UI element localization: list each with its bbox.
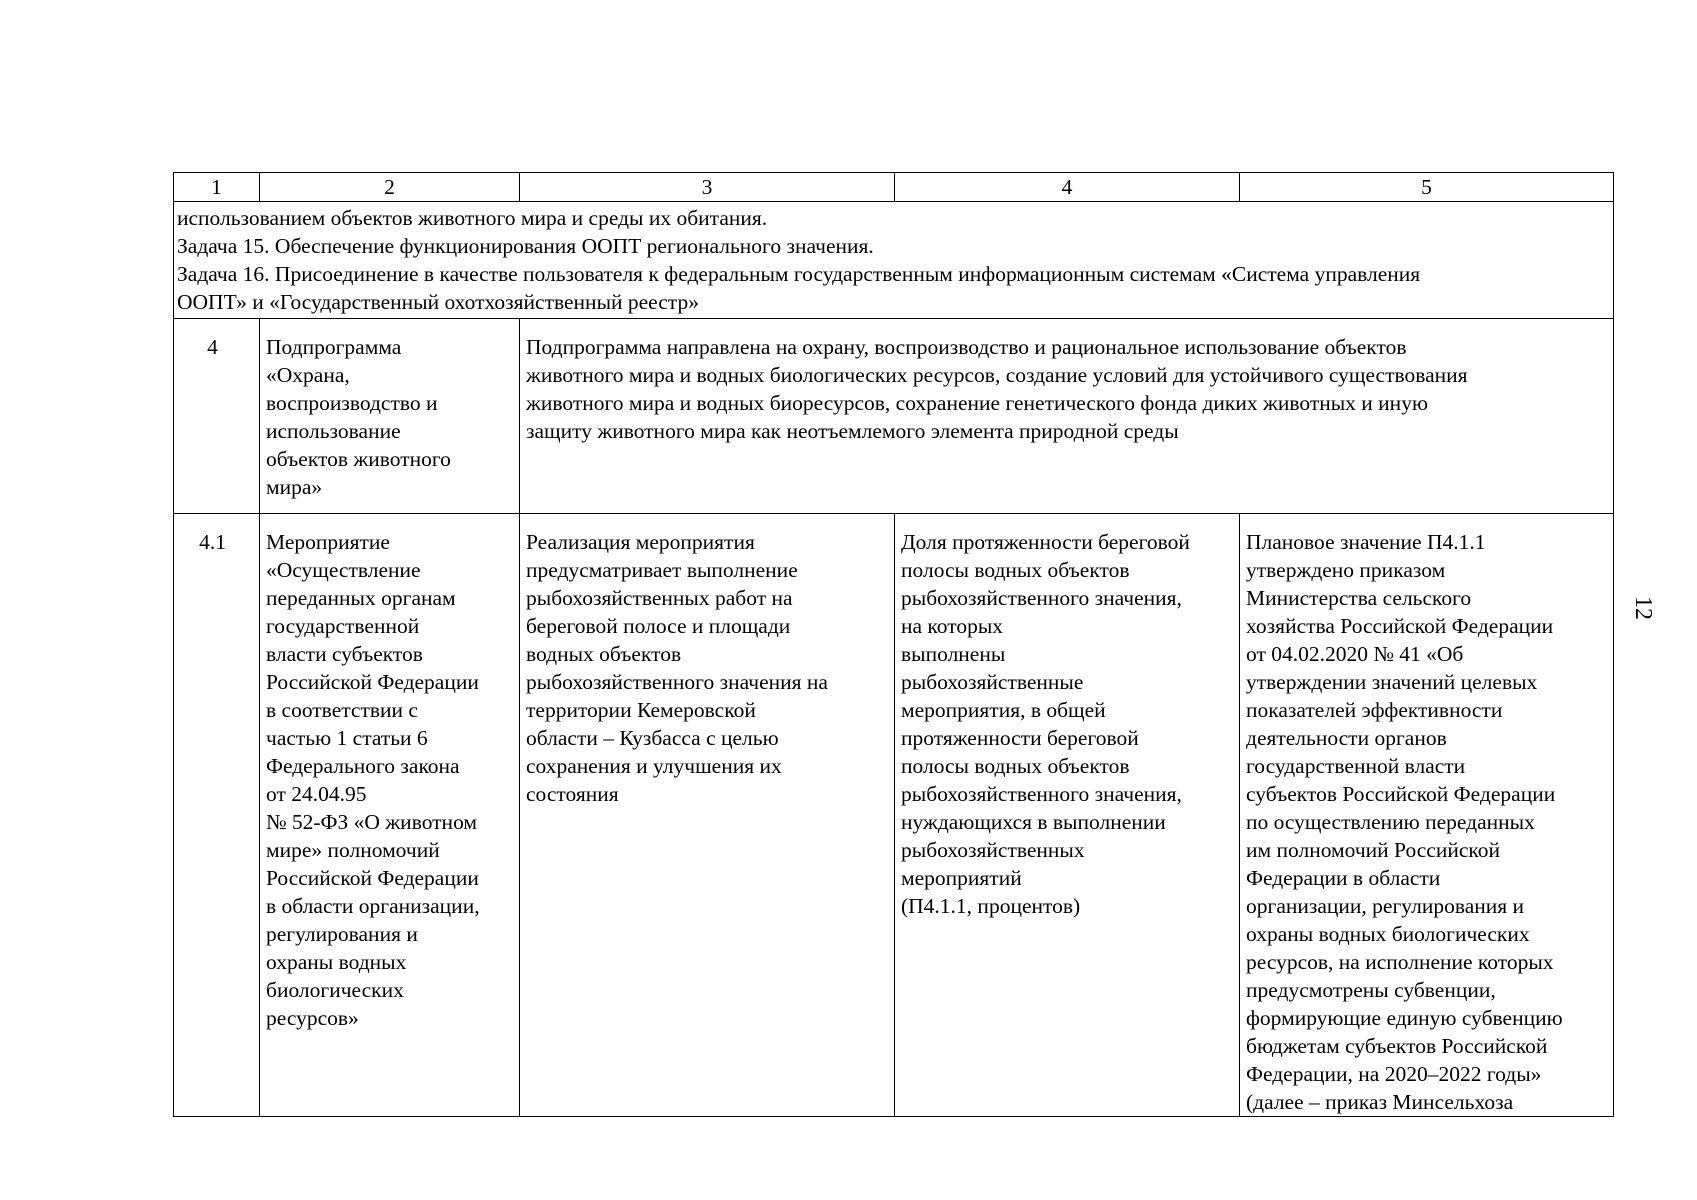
row-number: 4.1 [174, 514, 260, 1117]
tasks-cell [174, 202, 1614, 319]
program-table [173, 172, 1614, 1117]
subprogram-description: Подпрограмма направлена на охрану, воспроизводство и рациональное использование объектов животного мира и водных биологических ресурсов, создание условий для устойчивого существования животного мира и водных биоресурсов, сохранение генетического фонда диких животных и иную защиту животного мира как неотъемлемого элемента природной среды [520, 319, 1614, 514]
measure-indicator: Доля протяженности береговой полосы водных объектов рыбохозяйственного значения, на которых выполнены рыбохозяйственные мероприятия, в общей протяженности береговой полосы водных объектов рыбохозяйственного значения, нуждающихся в выполнении рыбохозяйственных мероприятий (П4.1.1, процентов) [895, 514, 1240, 1117]
page-number: 12 [1630, 596, 1656, 620]
task-16-continued: ООПТ» и «Государственный охотхозяйственный реестр» [177, 290, 699, 314]
column-header-2: 2 [260, 173, 520, 202]
table-header-row [174, 173, 1614, 202]
tasks-line: использованием объектов животного мира и среды их обитания. [177, 206, 768, 230]
column-header-3: 3 [520, 173, 895, 202]
measure-implementation: Реализация мероприятия предусматривает выполнение рыбохозяйственных работ на береговой полосе и площади водных объектов рыбохозяйственного значения на территории Кемеровской области – Кузбасса с целью сохранения и улучшения их состояния [520, 514, 895, 1117]
task-15: Задача 15. Обеспечение функционирования ООПТ регионального значения. [177, 234, 874, 258]
column-header-5: 5 [1240, 173, 1614, 202]
column-header-1: 1 [174, 173, 260, 202]
table-row-tasks [174, 202, 1614, 319]
measure-method: Плановое значение П4.1.1 утверждено приказом Министерства сельского хозяйства Российской Федерации от 04.02.2020 № 41 «Об утверждении значений целевых показателей эффективности деятельности органов государственной власти субъектов Российской Федерации по осуществлению переданных им полномочий Российской Федерации в области организации, регулирования и охраны водных биологических ресурсов, на исполнение которых предусмотрены субвенции, формирующие единую субвенцию бюджетам субъектов Российской Федерации, на 2020–2022 годы» (далее – приказ Минсельхоза [1240, 514, 1614, 1117]
subprogram-name: Подпрограмма «Охрана, воспроизводство и использование объектов животного мира» [260, 319, 520, 514]
table-row-subprogram-4 [174, 319, 1614, 514]
table-row-measure-4-1 [174, 514, 1614, 1117]
row-number: 4 [174, 319, 260, 514]
task-16: Задача 16. Присоединение в качестве пользователя к федеральным государственным информационным системам «Система управления [177, 262, 1421, 286]
measure-name: Мероприятие «Осуществление переданных органам государственной власти субъектов Российской Федерации в соответствии с частью 1 статьи 6 Федерального закона от 24.04.95 № 52-ФЗ «О животном мире» полномочий Российской Федерации в области организации, регулирования и охраны водных биологических ресурсов» [260, 514, 520, 1117]
column-header-4: 4 [895, 173, 1240, 202]
